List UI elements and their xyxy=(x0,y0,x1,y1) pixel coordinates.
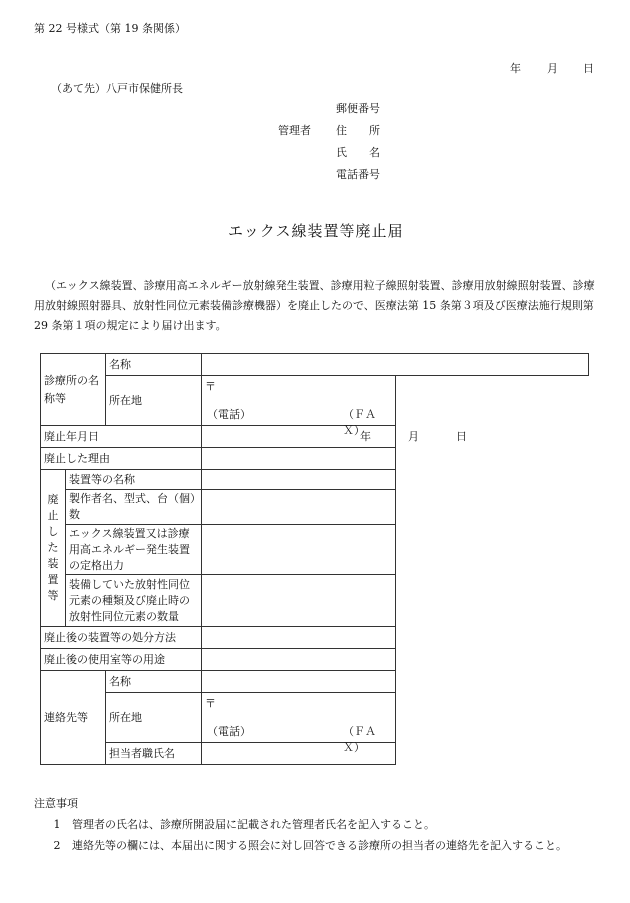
date-month-label: 月 xyxy=(547,62,558,75)
note-text: 連絡先等の欄には、本届出に関する照会に対し回答できる診療所の担当者の連絡先を記入すること。 xyxy=(72,839,567,852)
note-text: 管理者の氏名は、診療所開設届に記載された管理者氏名を記入すること。 xyxy=(72,818,435,831)
clinic-location-field[interactable] xyxy=(202,376,396,437)
document-title: エックス線装置等廃止届 xyxy=(228,222,404,240)
notes-heading: 注意事項 xyxy=(34,797,78,810)
device-name-field[interactable] xyxy=(202,470,396,490)
room-use-label: 廃止後の使用室等の用途 xyxy=(41,649,202,671)
applicant-postal-label: 郵便番号 xyxy=(336,102,380,115)
reason-label: 廃止した理由 xyxy=(41,448,202,470)
document-body: （エックス線装置、診療用高エネルギー放射線発生装置、診療用粒子線照射装置、診療用放射線照射装置、診療用放射線照射器具、放射性同位元素装備診療機器）を廃止したので、医療法第 15 条第３項及び医療法施行規則第 29 条第１項の規定により届け出ます。 xyxy=(34,279,595,332)
rated-output-label: エックス線装置又は診療用高エネルギー発生装置の定格出力 xyxy=(66,525,202,575)
disposal-method-label: 廃止後の装置等の処分方法 xyxy=(41,627,202,649)
applicant-name-label: 氏 名 xyxy=(336,146,380,159)
clinic-header: 診療所の名称等 xyxy=(41,354,106,426)
room-use-field[interactable] xyxy=(202,649,396,671)
abolish-date-field[interactable] xyxy=(202,426,467,448)
notification-form-table xyxy=(40,353,589,765)
maker-model-label: 製作者名、型式、台（個）数 xyxy=(66,490,202,525)
abolish-date-label: 廃止年月日 xyxy=(41,426,202,448)
note-number: 2 xyxy=(53,839,61,852)
contact-location-field[interactable] xyxy=(202,693,396,754)
note-item xyxy=(34,835,567,856)
maker-model-field[interactable] xyxy=(202,490,396,525)
clinic-name-label: 名称 xyxy=(106,354,202,376)
note-item xyxy=(34,814,567,835)
reason-field[interactable] xyxy=(202,448,396,470)
isotope-label: 装備していた放射性同位元素の種類及び廃止時の放射性同位元素の数量 xyxy=(66,575,202,627)
abolish-day-label: 日 xyxy=(456,430,467,443)
contact-name-field[interactable] xyxy=(202,671,396,693)
applicant-address-label: 住 所 xyxy=(336,124,380,137)
fax-label: （ＦＡＸ） xyxy=(343,408,376,437)
device-name-label: 装置等の名称 xyxy=(66,470,202,490)
abolished-device-vertical-label: 廃止した装置等 xyxy=(41,470,66,627)
isotope-field[interactable] xyxy=(202,575,396,627)
clinic-name-field[interactable] xyxy=(202,354,589,376)
abolish-year-label: 年 xyxy=(360,430,371,443)
contact-location-label: 所在地 xyxy=(106,693,202,743)
date-year-label: 年 xyxy=(510,62,521,75)
contact-header: 連絡先等 xyxy=(41,671,106,765)
clinic-location-label: 所在地 xyxy=(106,376,202,426)
contact-name-label: 名称 xyxy=(106,671,202,693)
form-id: 第 22 号様式（第 19 条関係） xyxy=(34,22,186,35)
tel-label: （電話） xyxy=(207,408,251,421)
contact-person-label: 担当者職氏名 xyxy=(106,743,202,765)
disposal-method-field[interactable] xyxy=(202,627,396,649)
applicant-role: 管理者 xyxy=(278,124,311,137)
contact-fax-label: （ＦＡＸ） xyxy=(343,725,376,754)
applicant-phone-label: 電話番号 xyxy=(336,168,380,181)
abolish-month-label: 月 xyxy=(408,430,419,443)
note-number: 1 xyxy=(53,818,61,831)
contact-tel-label: （電話） xyxy=(207,725,251,738)
postal-mark: 〒 xyxy=(205,380,216,393)
contact-postal-mark: 〒 xyxy=(205,697,216,710)
date-day-label: 日 xyxy=(583,62,594,75)
addressee: （あて先）八戸市保健所長 xyxy=(51,82,183,95)
notes-section xyxy=(34,793,567,856)
rated-output-field[interactable] xyxy=(202,525,396,575)
